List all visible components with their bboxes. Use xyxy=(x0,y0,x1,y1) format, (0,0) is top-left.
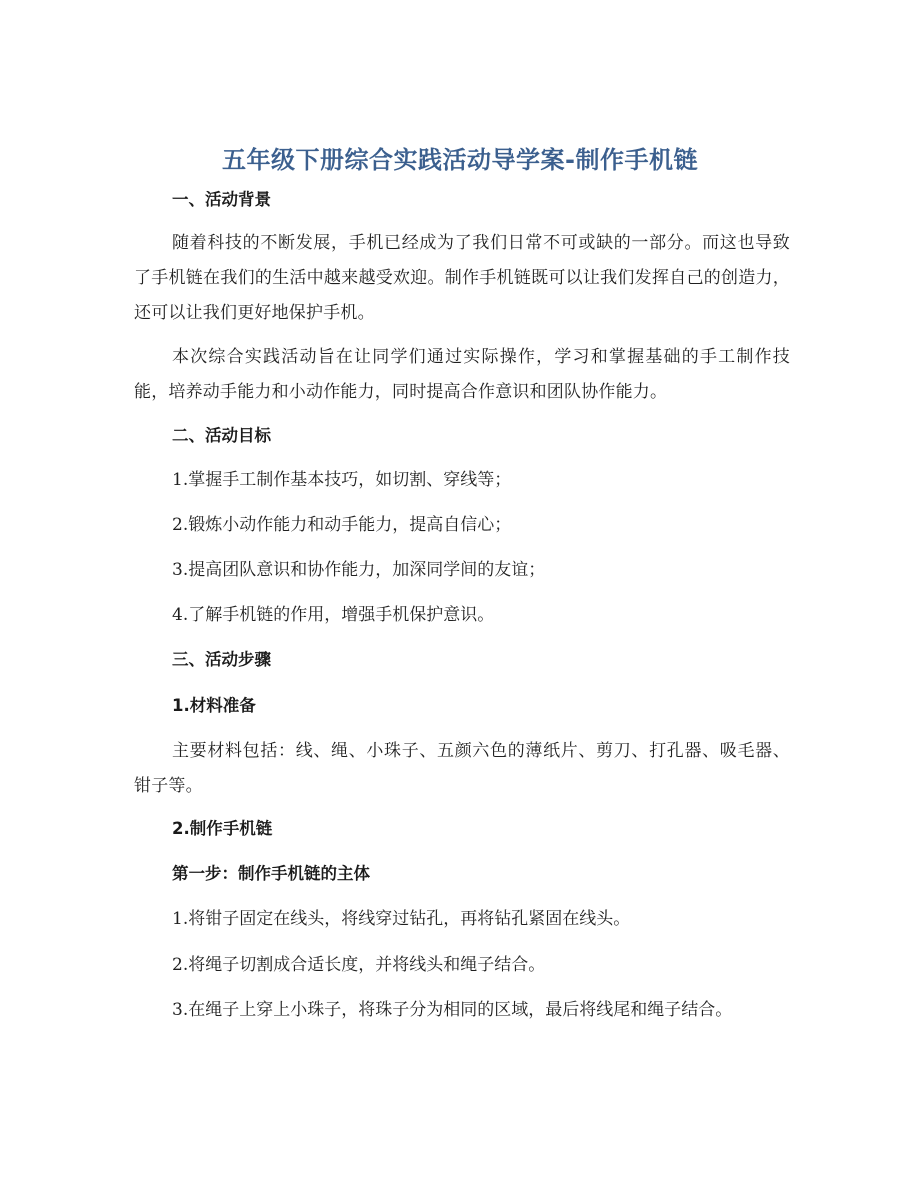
subsection-heading-materials: 1.材料准备 xyxy=(172,696,256,715)
section-heading-background: 一、活动背景 xyxy=(172,190,271,209)
goal-item-1: 1.掌握手工制作基本技巧，如切割、穿线等； xyxy=(172,470,512,490)
section-heading-goals: 二、活动目标 xyxy=(172,426,271,445)
step-heading-main-body: 第一步：制作手机链的主体 xyxy=(172,864,370,883)
background-paragraph-1: 随着科技的不断发展，手机已经成为了我们日常不可或缺的一部分。而这也导致了手机链在我们的生活中越来越受欢迎。制作手机链既可以让我们发挥自己的创造力，还可以让我们更好地保护手机。 xyxy=(134,233,790,323)
background-paragraph-2: 本次综合实践活动旨在让同学们通过实际操作，学习和掌握基础的手工制作技能，培养动手能力和小动作能力，同时提高合作意识和团队协作能力。 xyxy=(134,347,790,402)
section-heading-steps: 三、活动步骤 xyxy=(172,650,271,669)
subsection-heading-make-chain: 2.制作手机链 xyxy=(172,819,273,838)
goal-item-2: 2.锻炼小动作能力和动手能力，提高自信心； xyxy=(172,515,512,535)
goal-item-4: 4.了解手机链的作用，增强手机保护意识。 xyxy=(172,605,495,625)
step-item-2: 2.将绳子切割成合适长度，并将线头和绳子结合。 xyxy=(172,955,546,975)
step-item-3: 3.在绳子上穿上小珠子，将珠子分为相同的区域，最后将线尾和绳子结合。 xyxy=(172,1000,733,1020)
step-item-1: 1.将钳子固定在线头，将线穿过钻孔，再将钻孔紧固在线头。 xyxy=(172,909,631,929)
materials-paragraph: 主要材料包括：线、绳、小珠子、五颜六色的薄纸片、剪刀、打孔器、吸毛器、钳子等。 xyxy=(134,741,790,796)
document-title: 五年级下册综合实践活动导学案-制作手机链 xyxy=(222,146,698,174)
goal-item-3: 3.提高团队意识和协作能力，加深同学间的友谊； xyxy=(172,560,546,580)
